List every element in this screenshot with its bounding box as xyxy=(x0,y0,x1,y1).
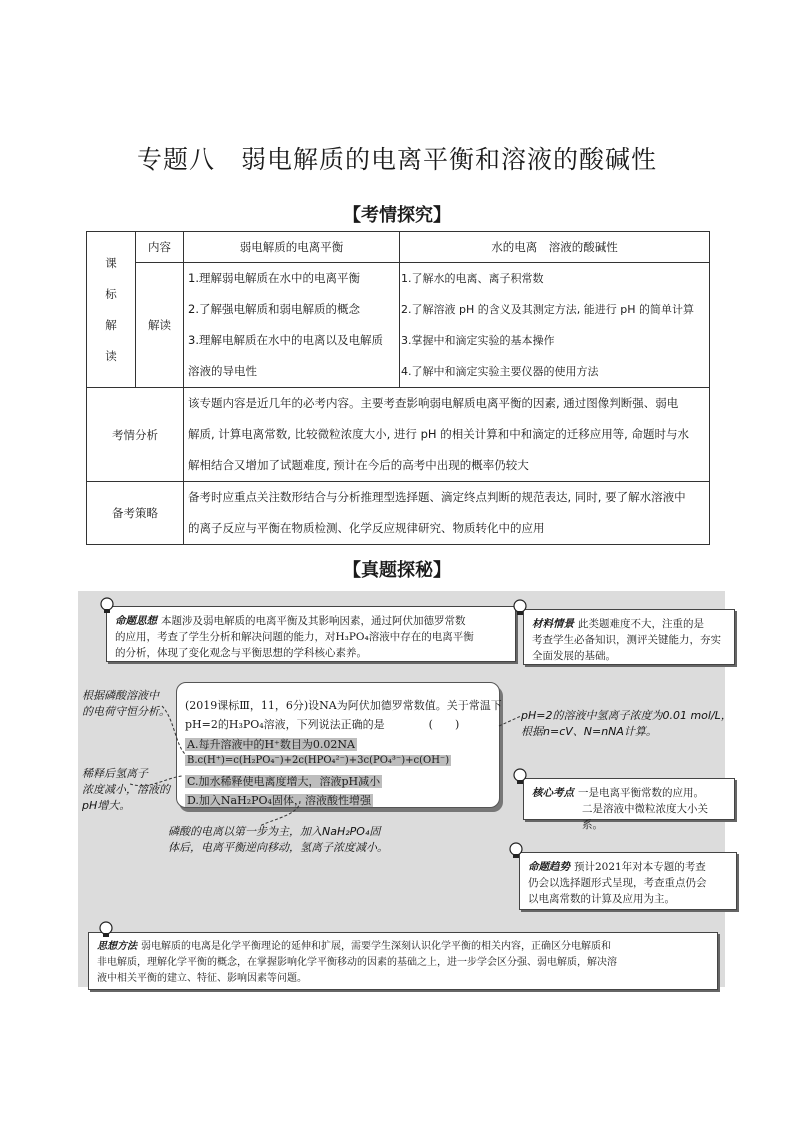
kebiao-label: 课 标 解 读 xyxy=(87,232,136,388)
note-cailiao-qingjing: 材料情景 此类题难度不大，注重的是 考查学生必备知识，测评关键能力，夯实 全面发展的基础。 xyxy=(523,609,735,665)
section-heading-kaoqing: 【考情探究】 xyxy=(343,205,451,226)
list-item: 2.了解溶液 pH 的含义及其测定方法, 能进行 pH 的简单计算 xyxy=(401,303,694,316)
note-mingti-qushi: 命题趋势 预计2021年对本专题的考查 仍会以选择题形式呈现，考查重点仍会 以电离常数的计算及应用为主。 xyxy=(519,852,737,910)
note-hexin-kaodian: 核心考点 一是电离平衡常数的应用。 二是溶液中微粒浓度大小关系。 xyxy=(523,778,735,820)
option-b: B.c(H⁺)=c(H₂PO₄⁻)+2c(HPO₄²⁻)+3c(PO₄³⁻)+c(OH⁻) xyxy=(187,755,450,766)
note-sixiang-fangfa: 思想方法 弱电解质的电离是化学平衡理论的延伸和扩展，需要学生深刻认识化学平衡的相关内容，正确区分电解质和 非电解质，理解化学平衡的概念，在掌握影响化学平衡移动的因素的基础之上，进一步学会区分强、弱电解质，解决溶 液中相关平衡的建立、特征、影响因素等问题。 xyxy=(88,932,718,990)
handnote-dilution: 稀释后氢离子 浓度减小，溶液的 pH增大。 xyxy=(82,767,170,812)
list-item: 3.理解电解质在水中的电离以及电解质 xyxy=(188,333,383,347)
option-a: A.每升溶液中的H⁺数目为0.02NA xyxy=(187,738,355,751)
option-c: C.加水稀释使电离度增大，溶液pH减小 xyxy=(187,775,381,788)
celue-text: 备考时应重点关注数形结合与分析推理型选择题、滴定终点判断的规范表达, 同时, 要了解水溶液中 的离子反应与平衡在物质检测、化学反应规律研究、物质转化中的应用 xyxy=(184,482,710,545)
col2-items xyxy=(400,263,710,388)
page-title: 专题八 弱电解质的电离平衡和溶液的酸碱性 xyxy=(136,145,657,174)
fenxi-text: 该专题内容是近几年的必考内容。主要考查影响弱电解质电离平衡的因素, 通过图像判断强、弱电 解质, 计算电离常数, 比较微粒浓度大小, 进行 pH 的相关计算和中和滴定的迁移应用等, 命题时与水 解相结合又增加了试题难度, 预计在今后的高考中出现的概率仍较大 xyxy=(184,388,710,482)
list-item: 4.了解中和滴定实验主要仪器的使用方法 xyxy=(401,365,599,378)
col2-header: 水的电离 溶液的酸碱性 xyxy=(400,232,710,263)
neirong-label: 内容 xyxy=(136,232,184,263)
note-mingti-sixiang: 命题思想 本题涉及弱电解质的电离平衡及其影响因素，通过阿伏加德罗常数 的应用，考查了学生分析和解决问题的能力，对H₃PO₄溶液中存在的电离平衡 的分析，体现了变化观念与平衡思想的学科核心素养。 xyxy=(106,606,516,662)
section-heading-zhenti: 【真题探秘】 xyxy=(343,560,451,581)
exam-analysis-table xyxy=(86,231,710,545)
handnote-nah2po4: 磷酸的电离以第一步为主，加入NaH₂PO₄固 体后，电离平衡逆向移动，氢离子浓度减小。 xyxy=(168,825,388,854)
question-stem-2: pH=2的H₃PO₄溶液，下列说法正确的是 ( ) xyxy=(185,718,460,731)
question-stem: (2019课标Ⅲ，11，6分)设NA为阿伏加德罗常数值。关于常温下 xyxy=(185,699,502,712)
col1-items xyxy=(184,263,400,388)
list-item: 1.理解弱电解质在水中的电离平衡 xyxy=(188,271,360,285)
col1-header: 弱电解质的电离平衡 xyxy=(184,232,400,263)
handnote-charge-balance: 根据磷酸溶液中 的电荷守恒分析。 xyxy=(82,689,170,718)
option-d: D.加入NaH₂PO₄固体，溶液酸性增强 xyxy=(187,794,371,807)
question-box xyxy=(176,682,500,808)
list-item: 3.掌握中和滴定实验的基本操作 xyxy=(401,334,555,347)
list-item: 溶液的导电性 xyxy=(188,364,257,378)
jiedu-label: 解读 xyxy=(136,263,184,388)
list-item: 1.了解水的电离、离子积常数 xyxy=(401,272,544,285)
fenxi-label: 考情分析 xyxy=(87,388,184,482)
celue-label: 备考策略 xyxy=(87,482,184,545)
handnote-ph-calc: pH=2的溶液中氢离子浓度为0.01 mol/L， 根据n=cV、N=nNA计算。 xyxy=(521,709,732,738)
list-item: 2.了解强电解质和弱电解质的概念 xyxy=(188,302,360,316)
